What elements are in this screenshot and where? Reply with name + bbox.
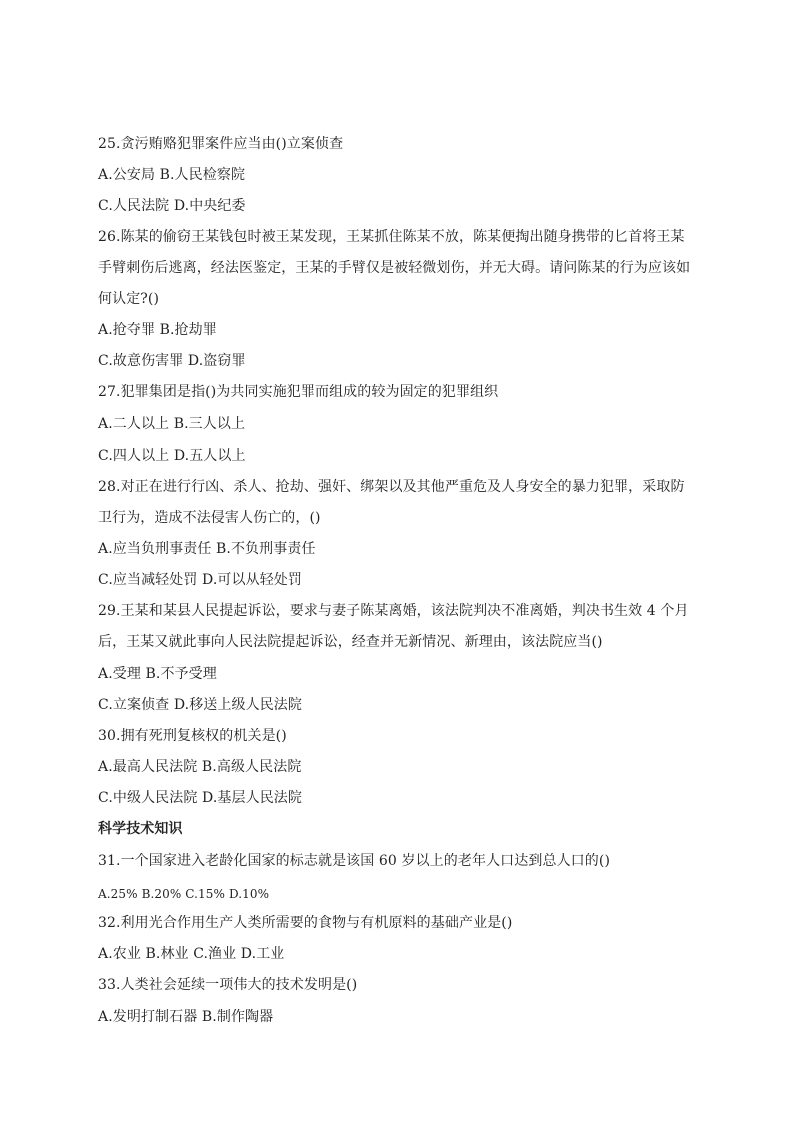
q28-stem-line2: 卫行为，造成不法侵害人伤亡的，(): [98, 510, 321, 526]
q29-options-cd: C.立案侦查 D.移送上级人民法院: [98, 697, 302, 713]
q31-options: A.25% B.20% C.15% D.10%: [98, 887, 270, 901]
section-heading: 科学技术知识: [98, 821, 183, 837]
q30-options-ab: A.最高人民法院 B.高级人民法院: [98, 759, 302, 775]
q30-options-cd: C.中级人民法院 D.基层人民法院: [98, 790, 302, 806]
q33-stem: 33.人类社会延续一项伟大的技术发明是(): [98, 977, 358, 993]
q26-options-ab: A.抢夺罪 B.抢劫罪: [98, 322, 217, 338]
q29-stem-line1: 29.王某和某县人民提起诉讼，要求与妻子陈某离婚，该法院判决不准离婚，判决书生效 4 个月: [98, 603, 689, 619]
q29-stem-line2: 后，王某又就此事向人民法院提起诉讼，经查并无新情况、新理由，该法院应当(): [98, 634, 603, 650]
q26-stem-line2: 手臂刺伤后逃离，经法医鉴定，王某的手臂仅是被轻微划伤，并无大碍。请问陈某的行为应该如: [98, 260, 691, 276]
q25-stem: 25.贪污贿赂犯罪案件应当由()立案侦查: [98, 136, 344, 152]
q25-options-cd: C.人民法院 D.中央纪委: [98, 198, 246, 214]
q26-stem-line3: 何认定?(): [98, 291, 160, 307]
q25-options-ab: A.公安局 B.人民检察院: [98, 167, 246, 183]
q27-stem: 27.犯罪集团是指()为共同实施犯罪而组成的较为固定的犯罪组织: [98, 384, 499, 400]
q27-options-ab: A.二人以上 B.三人以上: [98, 416, 246, 432]
q33-options-ab: A.发明打制石器 B.制作陶器: [98, 1009, 274, 1025]
q28-options-ab: A.应当负刑事责任 B.不负刑事责任: [98, 541, 316, 557]
q30-stem: 30.拥有死刑复核权的机关是(): [98, 728, 287, 744]
q26-options-cd: C.故意伤害罪 D.盗窃罪: [98, 353, 246, 369]
q29-options-ab: A.受理 B.不予受理: [98, 666, 217, 682]
q31-stem: 31.一个国家进入老龄化国家的标志就是该国 60 岁以上的老年人口达到总人口的(): [98, 853, 611, 869]
q27-options-cd: C.四人以上 D.五人以上: [98, 448, 246, 464]
q26-stem-line1: 26.陈某的偷窃王某钱包时被王某发现，王某抓住陈某不放，陈某便掏出随身携带的匕首将王某: [98, 229, 685, 245]
q32-stem: 32.利用光合作用生产人类所需要的食物与有机原料的基础产业是(): [98, 915, 513, 931]
q28-options-cd: C.应当减轻处罚 D.可以从轻处罚: [98, 572, 302, 588]
q32-options: A.农业 B.林业 C.渔业 D.工业: [98, 946, 285, 962]
q28-stem-line1: 28.对正在进行行凶、杀人、抢劫、强奸、绑架以及其他严重危及人身安全的暴力犯罪，采取防: [98, 479, 685, 495]
